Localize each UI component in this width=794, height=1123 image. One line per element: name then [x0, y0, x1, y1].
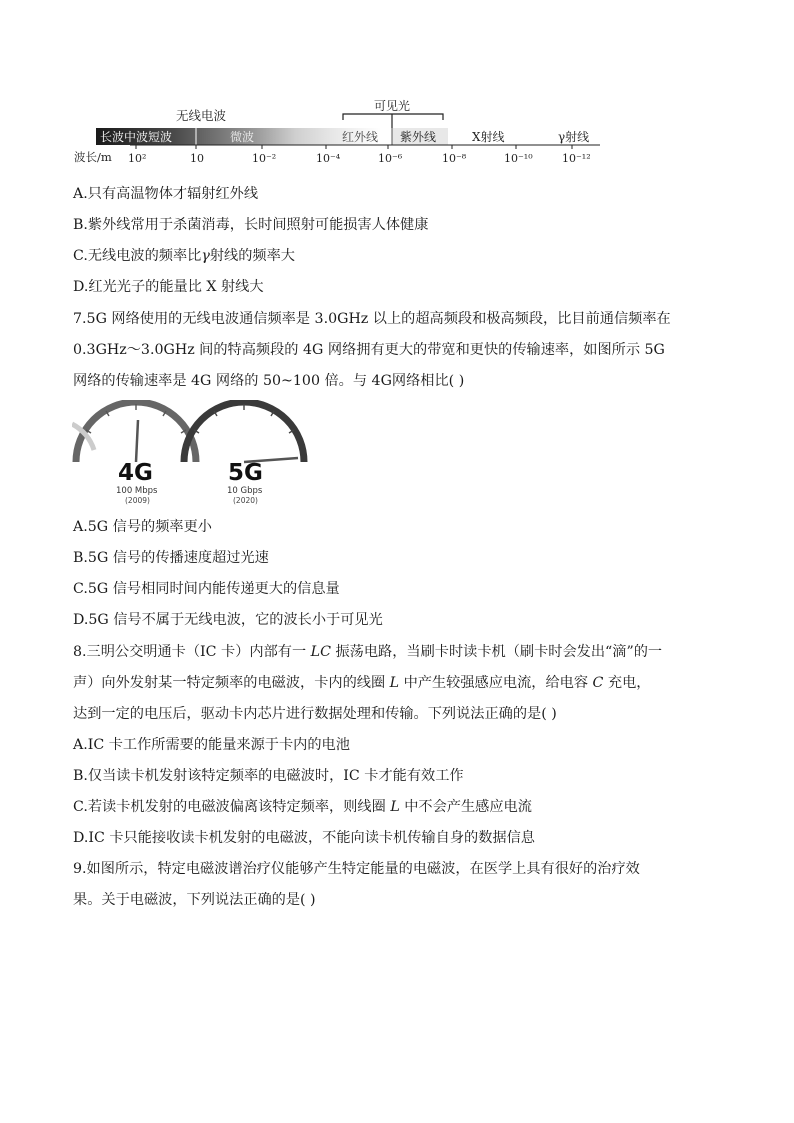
- tick-label: 10⁻¹²: [562, 152, 591, 165]
- q6-option-c: [73, 246, 295, 266]
- speed-gauges-figure: [72, 400, 312, 508]
- q8-option-c-text-end: 中不会产生感应电流: [399, 799, 532, 815]
- band-infrared: 红外线: [342, 130, 379, 144]
- q8-stem-line3: 达到一定的电压后，驱动卡内芯片进行数据处理和传输。下列说法正确的是( ): [73, 706, 557, 722]
- q9-stem-line2: 果。关于电磁波，下列说法正确的是( ): [73, 892, 316, 908]
- band-ultraviolet: 紫外线: [400, 130, 437, 144]
- gauge-4g: [72, 402, 196, 505]
- q7-option-c: C.5G 信号相同时间内能传递更大的信息量: [73, 581, 340, 597]
- q8-option-c: [73, 797, 532, 817]
- coil-l-symbol: L: [389, 675, 400, 691]
- gauge-5g: [184, 402, 304, 505]
- q7-option-a: A.5G 信号的频率更小: [73, 519, 212, 535]
- tick-label: 10⁻⁴: [316, 152, 341, 165]
- q8-option-d: D.IC 卡只能接收读卡机发射的电磁波，不能向读卡机传输自身的数据信息: [73, 830, 535, 846]
- band-xray: X射线: [472, 130, 505, 144]
- band-gamma: γ射线: [558, 130, 590, 144]
- gauge-4g-speed: 100 Mbps: [116, 486, 158, 496]
- gauge-4g-needle: [136, 420, 138, 462]
- q6-option-c-text: C.无线电波的频率比: [73, 248, 202, 264]
- q8-stem-line1: [73, 642, 662, 662]
- visible-light-label: 可见光: [374, 99, 411, 113]
- q8-option-b: B.仅当读卡机发射该特定频率的电磁波时，IC 卡才能有效工作: [73, 768, 464, 784]
- q9-stem-line1: 9.如图所示，特定电磁波谱治疗仪能够产生特定能量的电磁波，在医学上具有很好的治疗效: [73, 861, 640, 877]
- coil-l-symbol: L: [390, 799, 400, 815]
- axis-label: 波长/m: [74, 150, 112, 164]
- capacitor-c-symbol: C: [592, 675, 604, 691]
- tick-label: 10⁻¹⁰: [504, 152, 533, 165]
- q7-option-d: D.5G 信号不属于无线电波，它的波长小于可见光: [73, 612, 383, 628]
- band-microwave: 微波: [230, 130, 255, 144]
- tick-label: 10: [190, 152, 204, 165]
- q8-option-c-text: C.若读卡机发射的电磁波偏离该特定频率，则线圈: [73, 799, 391, 815]
- gauge-5g-label: 5G: [228, 460, 263, 486]
- q8-line2-text-mid: 中产生较强感应电流，给电容: [399, 675, 593, 691]
- q6-option-c-text-end: 射线的频率大: [209, 248, 295, 264]
- q8-line1-text-end: 振荡电路，当刷卡时读卡机（刷卡时会发出“滴”的一: [330, 644, 663, 660]
- tick-label: 10²: [128, 152, 147, 165]
- lc-symbol: LC: [310, 644, 331, 660]
- q8-line1-text: 8.三明公交明通卡（IC 卡）内部有一: [73, 644, 311, 660]
- band-long-medium-short: 长波中波短波: [100, 130, 173, 144]
- q7-option-b: B.5G 信号的传播速度超过光速: [73, 550, 269, 566]
- q7-stem-line2: 0.3GHz～3.0GHz 间的特高频段的 4G 网络拥有更大的带宽和更快的传输速率，如图所示 5G: [73, 342, 665, 358]
- q6-option-d: D.红光光子的能量比 X 射线大: [73, 279, 264, 295]
- axis-tick-marks: [136, 145, 572, 149]
- gauge-4g-label: 4G: [118, 460, 153, 486]
- gauge-4g-year: (2009): [125, 496, 150, 505]
- q6-option-b: B.紫外线常用于杀菌消毒，长时间照射可能损害人体健康: [73, 217, 429, 233]
- q8-option-a: A.IC 卡工作所需要的能量来源于卡内的电池: [73, 737, 350, 753]
- em-spectrum-figure: [72, 96, 612, 170]
- q7-stem-line3: 网络的传输速率是 4G 网络的 50~100 倍。与 4G网络相比( ): [73, 373, 465, 389]
- q6-option-a: A.只有高温物体才辐射红外线: [73, 186, 259, 202]
- q8-stem-line2: [73, 673, 650, 693]
- gauge-5g-speed: 10 Gbps: [227, 486, 263, 496]
- gauge-5g-year: (2020): [233, 496, 258, 505]
- q8-line2-text-end: 充电，: [603, 675, 651, 691]
- radio-wave-label: 无线电波: [176, 108, 227, 123]
- q8-line2-text: 声）向外发射某一特定频率的电磁波，卡内的线圈: [73, 675, 390, 691]
- tick-label: 10⁻²: [252, 152, 277, 165]
- tick-label: 10⁻⁶: [378, 152, 403, 165]
- tick-label: 10⁻⁸: [442, 152, 467, 165]
- q7-stem-line1: 7.5G 网络使用的无线电波通信频率是 3.0GHz 以上的超高频段和极高频段，比目前通信频率在: [73, 311, 671, 327]
- gamma-symbol: γ: [201, 248, 210, 264]
